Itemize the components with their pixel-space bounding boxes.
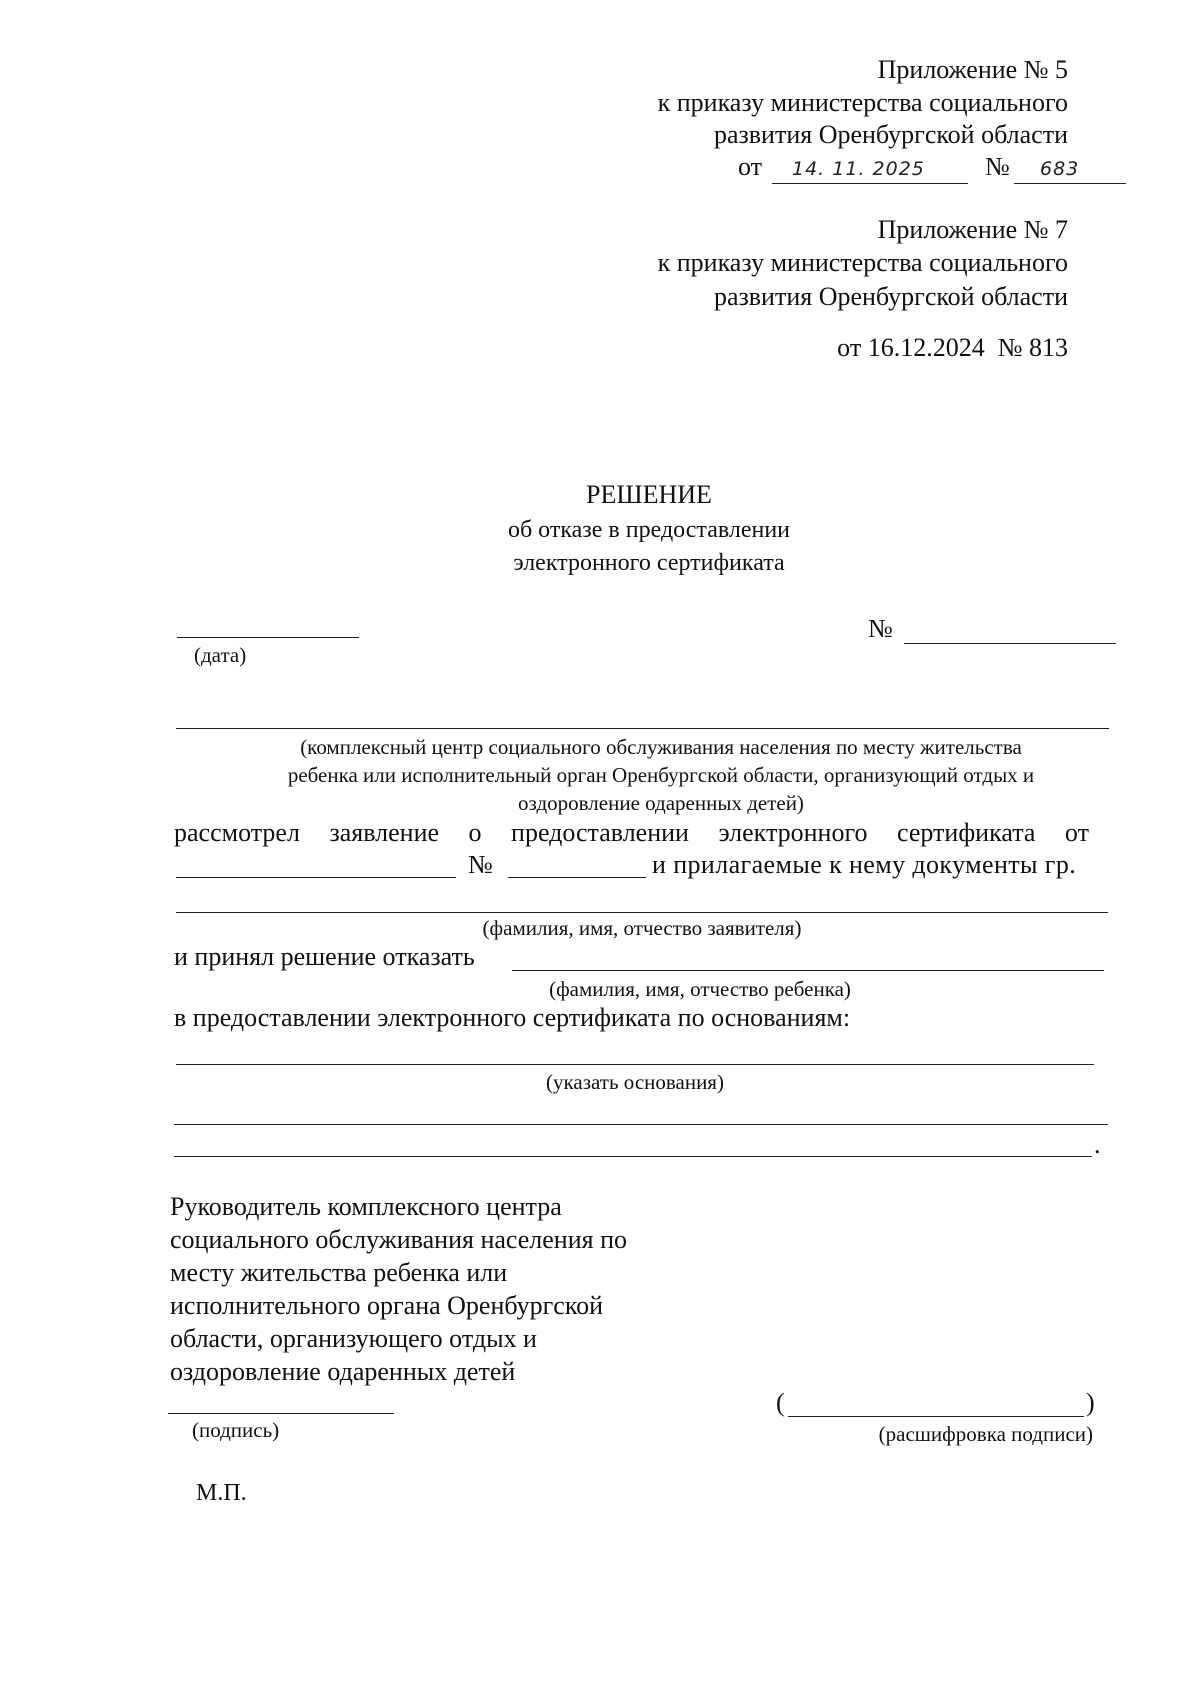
reviewed-word: предоставлении [511, 818, 689, 847]
grounds-period: . [1094, 1130, 1101, 1159]
reviewed-application-line [174, 818, 1089, 848]
date-field-line [177, 637, 359, 638]
signature-line [168, 1413, 394, 1414]
application-number-line [508, 877, 646, 878]
reviewed-word: сертификата [897, 818, 1036, 847]
applicant-name-line [176, 912, 1108, 913]
signatory-line-4: исполнительного органа Оренбургской [170, 1291, 604, 1320]
decipher-line [788, 1416, 1084, 1417]
document-subtitle-1: об отказе в предоставлении [507, 517, 791, 543]
appendix5-number-line [1014, 183, 1126, 184]
decipher-paren-open: ( [776, 1388, 785, 1417]
organization-field-line [176, 728, 1109, 729]
application-date-line [176, 877, 456, 878]
appendix5-number-handwritten: 683 [1040, 158, 1080, 180]
appendix5-date-line [772, 183, 968, 184]
signatory-line-5: области, организующего отдых и [170, 1324, 537, 1353]
date-caption: (дата) [194, 643, 247, 667]
grounds-caption: (указать основания) [546, 1070, 724, 1094]
signatory-line-2: социального обслуживания населения по [170, 1225, 628, 1254]
grounds-line-1 [176, 1064, 1094, 1065]
grounds-line-3 [174, 1156, 1092, 1157]
reviewed-word: от [1064, 818, 1089, 847]
organization-caption-1: (комплексный центр социального обслуживания населения по месту жительства [300, 735, 1022, 759]
appendix7-line1: к приказу министерства социального [657, 248, 1068, 277]
appendix7-title: Приложение № 7 [877, 215, 1068, 244]
signatory-line-6: оздоровление одаренных детей [170, 1357, 516, 1386]
decipher-paren-close: ) [1086, 1388, 1095, 1417]
stamp-place-label: М.П. [196, 1480, 247, 1506]
grounds-line-2 [174, 1124, 1108, 1125]
appendix5-line1: к приказу министерства социального [657, 88, 1068, 117]
reviewed-word: о [468, 818, 482, 847]
signature-caption: (подпись) [192, 1418, 280, 1442]
application-number-sign: № [468, 850, 493, 879]
appendix5-line2: развития Оренбургской области [713, 120, 1068, 149]
reviewed-word: рассмотрел [174, 818, 300, 847]
attached-documents-text: и прилагаемые к нему документы гр. [652, 850, 1077, 879]
document-title: РЕШЕНИЕ [586, 480, 712, 509]
number-sign: № [868, 614, 893, 643]
signatory-line-3: месту жительства ребенка или [170, 1258, 508, 1287]
grounds-intro-text: в предоставлении электронного сертификата по основаниям: [174, 1003, 851, 1032]
appendix7-date-line: от 16.12.2024 № 813 [837, 333, 1068, 362]
document-subtitle-2: электронного сертификата [513, 550, 785, 576]
reviewed-word: электронного [718, 818, 868, 847]
child-caption: (фамилия, имя, отчество ребенка) [549, 977, 851, 1001]
signatory-line-1: Руководитель комплексного центра [170, 1192, 562, 1221]
appendix7-line2: развития Оренбургской области [713, 282, 1068, 311]
organization-caption-2: ребенка или исполнительный орган Оренбургской области, организующий отдых и [287, 763, 1035, 787]
applicant-caption: (фамилия, имя, отчество заявителя) [482, 916, 802, 940]
reviewed-word: заявление [329, 818, 440, 847]
organization-caption-3: оздоровление одаренных детей) [518, 791, 804, 815]
decision-text: и принял решение отказать [174, 942, 475, 971]
decipher-caption: (расшифровка подписи) [878, 1422, 1093, 1446]
appendix5-date-prefix: от [738, 152, 763, 181]
appendix5-date-handwritten: 14. 11. 2025 [792, 158, 925, 180]
child-name-line [512, 970, 1104, 971]
number-field-line [904, 643, 1116, 644]
appendix5-number-prefix: № [985, 152, 1010, 181]
appendix5-title: Приложение № 5 [877, 55, 1068, 84]
